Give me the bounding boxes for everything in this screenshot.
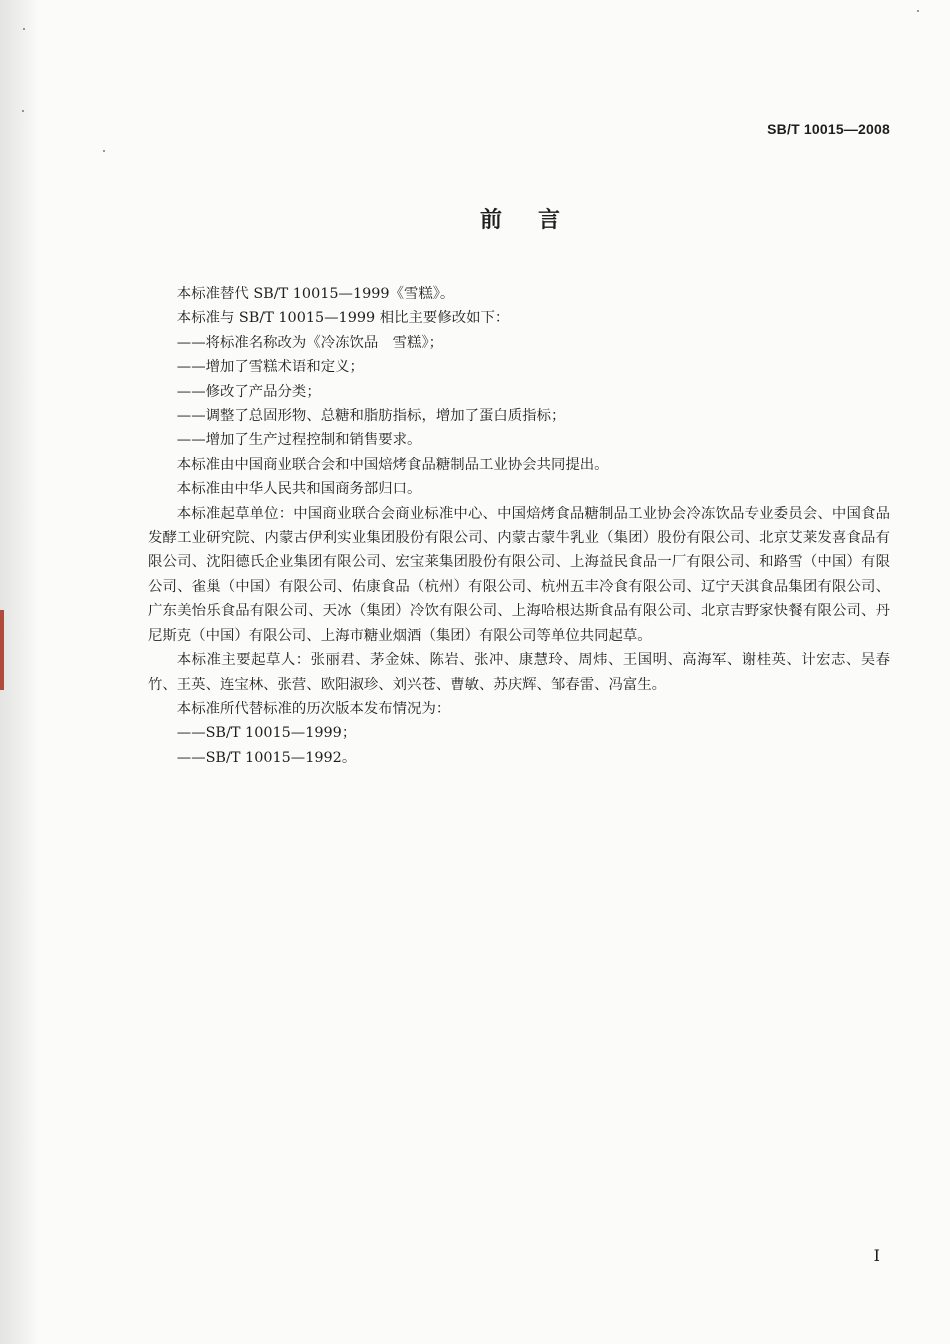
paragraph: 本标准与 SB/T 10015—1999 相比主要修改如下： (176, 310, 510, 327)
paragraph: 本标准由中华人民共和国商务部归口。 (176, 481, 422, 498)
foreword-body (148, 282, 890, 770)
scan-edge-mark (0, 610, 4, 690)
page-title: 前言 (479, 208, 596, 233)
scan-edge-shadow (0, 0, 38, 1344)
scan-dust-dot (103, 150, 105, 152)
page-number: I (873, 1246, 880, 1265)
scan-dust-dot (22, 110, 24, 112)
paragraph: 本标准所代替标准的历次版本发布情况为： (176, 700, 451, 717)
paragraph: 本标准替代 SB/T 10015—1999《雪糕》。 (176, 286, 455, 302)
list-item: ——SB/T 10015—1999； (176, 725, 357, 742)
list-item: ——将标准名称改为《冷冻饮品 雪糕》； (176, 334, 444, 351)
scan-dust-dot (917, 10, 919, 12)
list-item: ——SB/T 10015—1992。 (176, 749, 357, 766)
document-code: SB/T 10015—2008 (767, 121, 890, 137)
paragraph: 本标准由中国商业联合会和中国焙烤食品糖制品工业协会共同提出。 (176, 456, 609, 473)
list-item: ——修改了产品分类； (176, 383, 321, 400)
list-item: ——调整了总固形物、总糖和脂肪指标，增加了蛋白质指标； (176, 408, 566, 425)
drafting-units-paragraph: 本标准起草单位：中国商业联合会商业标准中心、中国焙烤食品糖制品工业协会冷冻饮品专业委员会、中国食品发酵工业研究院、内蒙古伊利实业集团股份有限公司、内蒙古蒙牛乳业（集团）股份有限公司、北京艾莱发喜食品有限公司、沈阳德氏企业集团有限公司、宏宝莱集团股份有限公司、上海益民食品一厂有限公司、和路雪（中国）有限公司、雀巢（中国）有限公司、佑康食品（杭州）有限公司、杭州五丰冷食有限公司、辽宁天淇食品集团有限公司、广东美怡乐食品有限公司、天冰（集团）冷饮有限公司、上海哈根达斯食品有限公司、北京吉野家快餐有限公司、丹尼斯克（中国）有限公司、上海市糖业烟酒（集团）有限公司等单位共同起草。 (148, 505, 890, 644)
drafters-paragraph: 本标准主要起草人：张丽君、茅金妹、陈岩、张冲、康慧玲、周炜、王国明、高海军、谢桂英、计宏志、吴春竹、王英、连宝林、张营、欧阳淑珍、刘兴苍、曹敏、苏庆辉、邹春雷、冯富生。 (148, 652, 890, 693)
list-item: ——增加了雪糕术语和定义； (176, 359, 364, 376)
list-item: ——增加了生产过程控制和销售要求。 (176, 432, 422, 449)
scan-dust-dot (23, 28, 25, 30)
